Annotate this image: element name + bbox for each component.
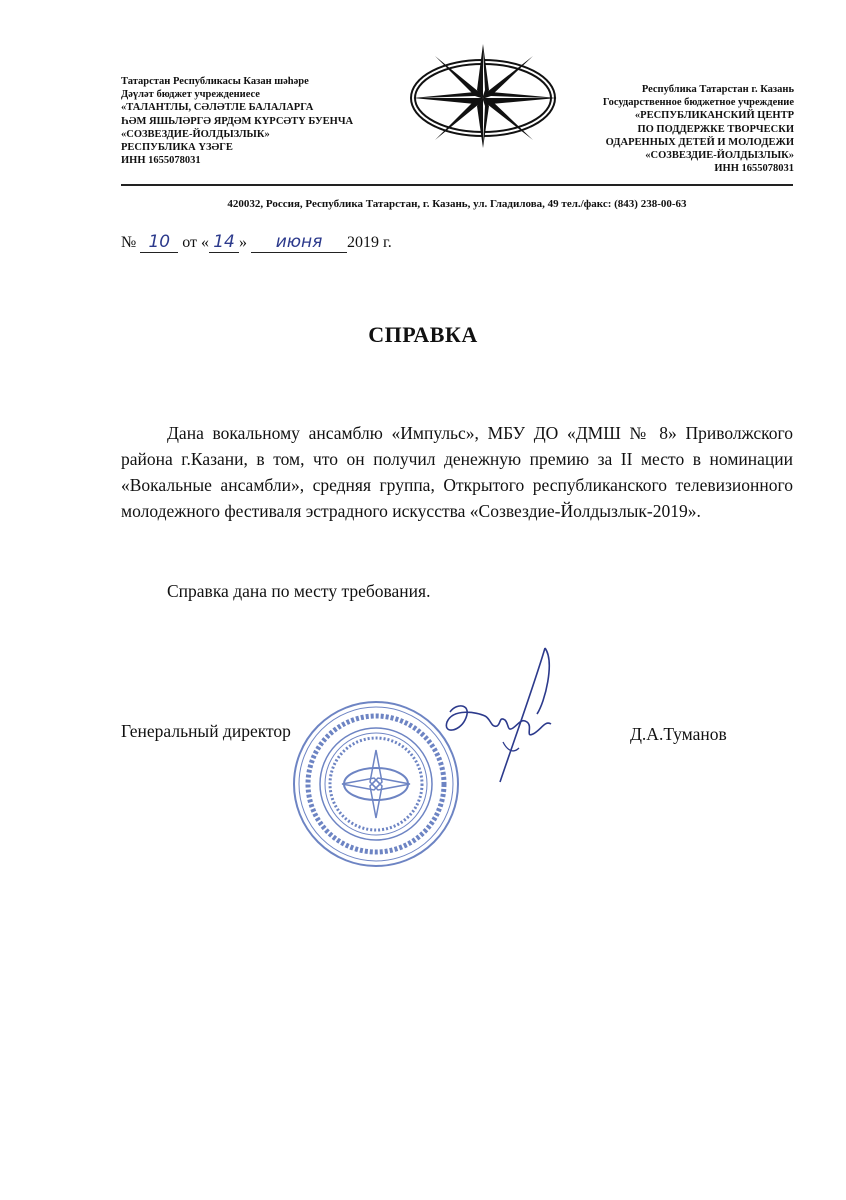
date-day: 14 (209, 232, 239, 253)
header-left-line: «СОЗВЕЗДИЕ-ЙОЛДЫЗЛЫК» (121, 128, 270, 140)
header-left-line: ИНН 1655078031 (121, 155, 201, 167)
header-right-line: ИНН 1655078031 (714, 163, 794, 175)
signatory-position: Генеральный директор (121, 721, 291, 741)
document-title: СПРАВКА (368, 322, 478, 347)
header-left-line: ҺӘМ ЯШЬЛӘРГӘ ЯРДӘМ КҮРСӘТҮ БУЕНЧА (121, 115, 354, 127)
signatory-name: Д.А.Туманов (630, 724, 727, 744)
header-right-line: «СОЗВЕЗДИЕ-ЙОЛДЫЗЛЫК» (645, 150, 794, 162)
number-sign: № (121, 234, 137, 251)
date-close-quote: » (239, 234, 248, 251)
header-right-line: Республика Татарстан г. Казань (641, 84, 794, 95)
handwritten-signature (395, 642, 595, 792)
document-number: 10 (140, 232, 178, 253)
header-right-line: ПО ПОДДЕРЖКЕ ТВОРЧЕСКИ (637, 123, 794, 135)
organization-address: 420032, Россия, Республика Татарстан, г. Казань, ул. Гладилова, 49 тел./факс: (843) 238-00-63 (227, 198, 687, 210)
header-left-line: «ТАЛАНТЛЫ, СӘЛӘТЛЕ БАЛАЛАРГА (121, 102, 314, 114)
date-year: 2019 г. (347, 234, 392, 251)
header-right-line: «РЕСПУБЛИКАНСКИЙ ЦЕНТР (634, 110, 794, 122)
header-left-line: РЕСПУБЛИКА ҮЗӘГЕ (121, 142, 233, 154)
header-divider (121, 184, 793, 186)
date-month: июня (251, 232, 347, 253)
body-paragraph: Дана вокальному ансамблю «Импульс», МБУ ДО «ДМШ № 8» Приволжского района г.Казани, в том, что он получил денежную премию за II место в номинации «Вокальные ансамбли», средняя группа, Открытого республиканского телевизионного молодежного фестиваля эстрадного искусства «Созвездие-Йолдызлык-2019». (121, 423, 793, 521)
header-right-line: Государственное бюджетное учреждение (602, 97, 794, 109)
document-number-line (121, 232, 392, 253)
date-from-label: от « (182, 234, 210, 251)
header-right-line: ОДАРЕННЫХ ДЕТЕЙ И МОЛОДЕЖИ (605, 136, 794, 148)
header-left (121, 75, 421, 167)
header-right (514, 83, 794, 175)
body-paragraph: Справка дана по месту требования. (167, 581, 431, 601)
header-left-line: Татарстан Республикасы Казан шәһәре (121, 76, 309, 87)
header-left-line: Дәүләт бюджет учреждениесе (121, 89, 260, 101)
